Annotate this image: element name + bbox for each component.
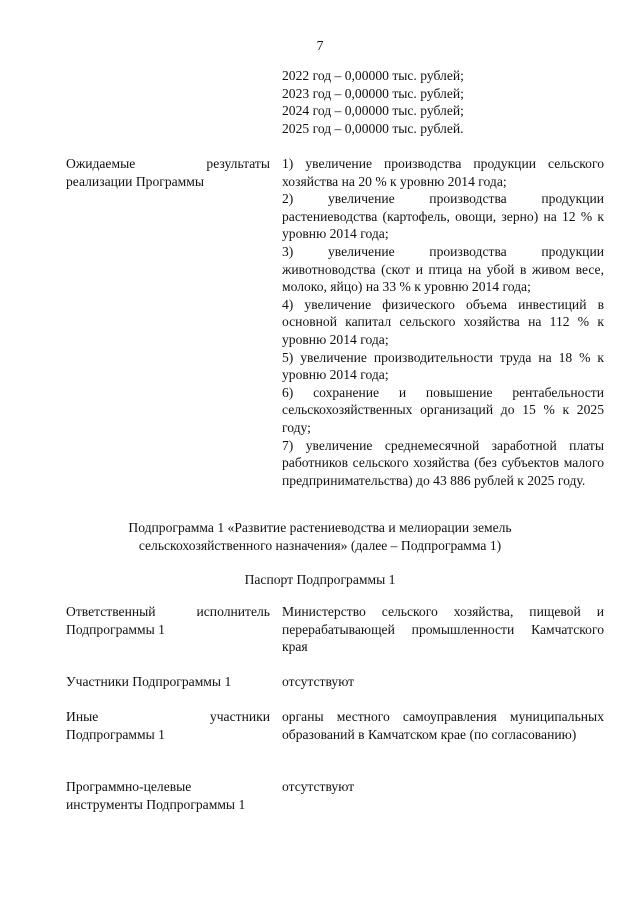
- result-item: 6) сохранение и повышение рентабельности сельскохозяйственных организаций до 15 % к 2025 году;: [282, 384, 604, 435]
- budget-line: 2025 год – 0,00000 тыс. рублей.: [282, 120, 464, 136]
- participants-label: Участники Подпрограммы 1: [66, 674, 232, 689]
- tools-label: Программно-целевые инструменты Подпрограммы 1: [66, 779, 246, 812]
- budget-line: 2023 год – 0,00000 тыс. рублей;: [282, 85, 464, 101]
- results-list: [282, 155, 604, 489]
- subprogram-title: Подпрограмма 1 «Развитие растениеводства и мелиорации земель сельскохозяйственного назначения» (далее – Подпрограмма 1): [128, 520, 512, 553]
- result-item: 2) увеличение производства продукции растениеводства (картофель, овощи, зерно) на 12 % к уровню 2014 года;: [282, 191, 604, 242]
- budget-lines: [282, 67, 612, 137]
- result-item: 3) увеличение производства продукции животноводства (скот и птица на убой в живом весе, молоко, яйцо) на 33 % к уровню 2014 года;: [282, 243, 604, 295]
- participants-value: отсутствуют: [282, 674, 355, 689]
- responsible-label: Ответственный исполнитель Подпрограммы 1: [66, 604, 270, 637]
- budget-line: 2022 год – 0,00000 тыс. рублей;: [282, 68, 464, 83]
- passport-title: Паспорт Подпрограммы 1: [244, 572, 396, 587]
- result-item: 7) увеличение среднемесячной заработной платы работников сельского хозяйства (без субъектов малого предпринимательства) до 43 886 рублей к 2025 году.: [282, 437, 604, 488]
- other-participants-label: Иные участники Подпрограммы 1: [66, 709, 270, 742]
- results-label-word: результаты: [206, 156, 270, 171]
- result-item: 4) увеличение физического объема инвестиций в основной капитал сельского хозяйства на 112 % к уровню 2014 года;: [282, 296, 604, 347]
- result-item: 1) увеличение производства продукции сельского хозяйства на 20 % к уровню 2014 года;: [282, 156, 604, 189]
- results-label-line: реализации Программы: [66, 173, 204, 189]
- results-label-word: Ожидаемые: [66, 156, 136, 171]
- budget-line: 2024 год – 0,00000 тыс. рублей;: [282, 103, 464, 119]
- results-label: [66, 155, 270, 190]
- page-number: 7: [316, 38, 324, 53]
- other-participants-value: органы местного самоуправления муниципальных образований в Камчатском крае (по согласованию): [282, 709, 604, 742]
- result-item: 5) увеличение производительности труда на 18 % к уровню 2014 года;: [282, 349, 604, 383]
- responsible-value: Министерство сельского хозяйства, пищевой и перерабатывающей промышленности Камчатского края: [282, 604, 604, 655]
- tools-value: отсутствуют: [282, 779, 355, 794]
